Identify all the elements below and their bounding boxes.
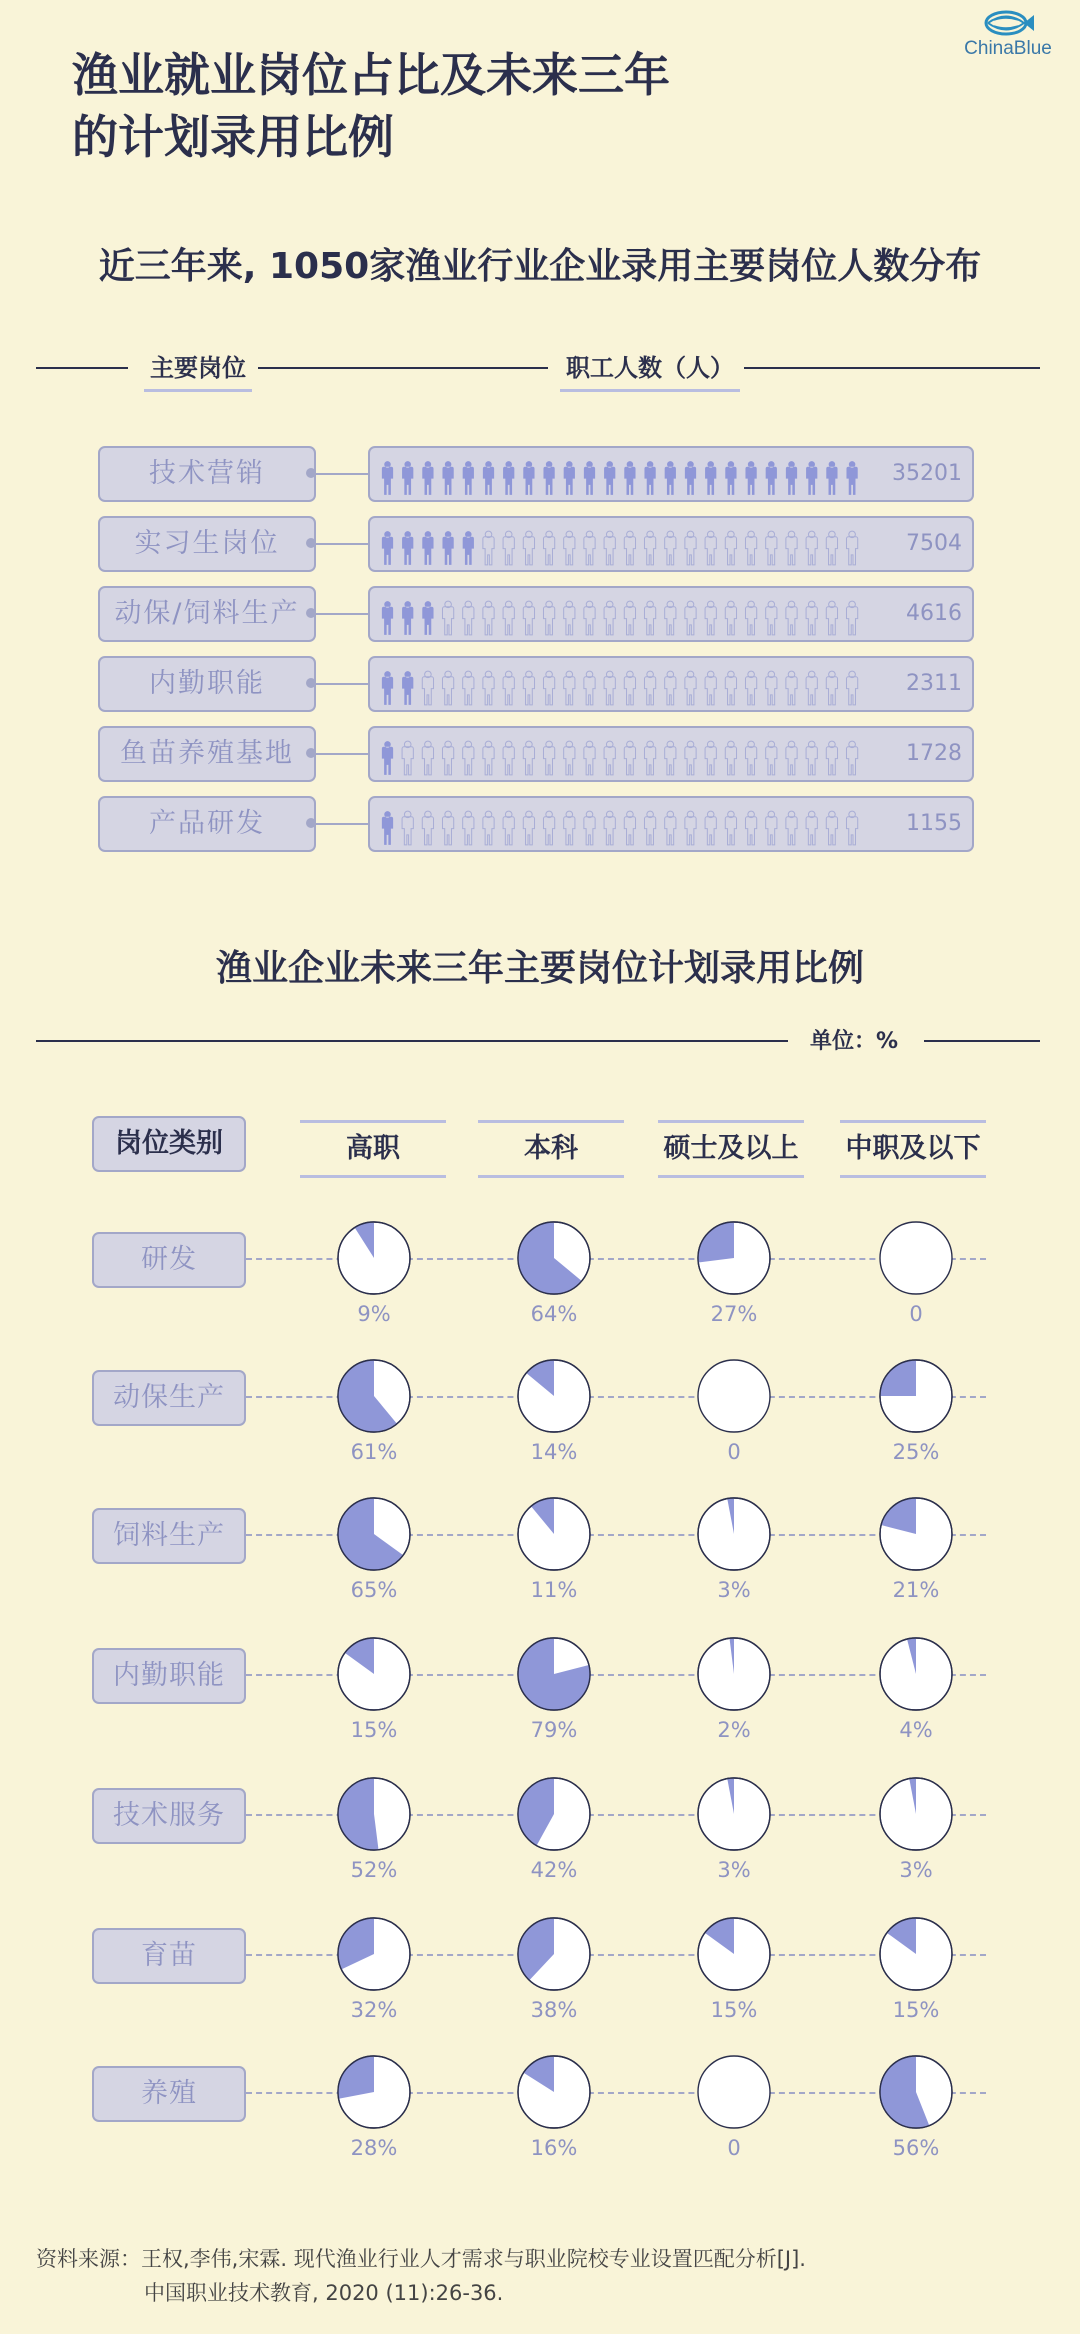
person-icon-empty [745,671,756,705]
person-icon-empty [624,671,635,705]
pie-row-category: 技术服务 [92,1788,246,1844]
people-icons [378,802,878,848]
pie-chart [878,1496,954,1572]
person-icon-empty [786,671,797,705]
person-icon-empty [402,811,413,845]
person-icon-empty [665,531,676,565]
person-icon-filled [503,461,514,495]
person-icon-empty [543,671,554,705]
person-icon-empty [685,601,696,635]
person-icon-empty [846,531,857,565]
bar-category-label: 鱼苗养殖基地 [98,726,316,782]
person-icon-filled [382,461,393,495]
person-icon-empty [584,811,595,845]
pie-value-label: 16% [530,2136,578,2160]
person-icon-filled [543,461,554,495]
pie-background [698,2056,770,2128]
person-icon-empty [624,531,635,565]
person-icon-empty [604,741,615,775]
pie-value-label: 32% [350,1998,398,2022]
person-icon-empty [685,811,696,845]
bar-value-label: 1728 [906,741,962,766]
pie-chart [336,1776,412,1852]
col-header-master-plus: 硕士及以上 [658,1120,804,1178]
person-icon-empty [745,741,756,775]
person-icon-filled [725,461,736,495]
person-icon-empty [523,741,534,775]
person-icon-empty [846,741,857,775]
pie-chart [696,1636,772,1712]
logo-text: ChinaBlue [964,38,1052,59]
pie-chart [516,2054,592,2130]
person-icon-filled [584,461,595,495]
person-icon-empty [463,741,474,775]
pie-slice [698,1222,734,1263]
pie-value-label: 25% [892,1440,940,1464]
person-icon-filled [422,601,433,635]
person-icon-empty [846,671,857,705]
people-icons [378,662,878,708]
pie-value-label: 42% [530,1858,578,1882]
col-header-vocational-college: 高职 [300,1120,446,1178]
pie-chart [516,1220,592,1296]
pie-chart [516,1776,592,1852]
pictogram-bar [368,516,974,572]
person-icon-empty [422,671,433,705]
person-icon-filled [442,461,453,495]
person-icon-empty [766,811,777,845]
person-icon-empty [442,741,453,775]
person-icon-empty [745,531,756,565]
person-icon-empty [604,811,615,845]
pie-value-label: 52% [350,1858,398,1882]
people-icons [378,522,878,568]
person-icon-filled [463,461,474,495]
header-rule-left [36,367,128,369]
person-icon-empty [644,811,655,845]
person-icon-filled [402,601,413,635]
person-icon-filled [382,531,393,565]
bar-category-label: 动保/饲料生产 [98,586,316,642]
pie-value-label: 65% [350,1578,398,1602]
person-icon-empty [826,811,837,845]
person-icon-filled [382,601,393,635]
person-icon-empty [564,601,575,635]
pie-chart [878,1220,954,1296]
person-icon-filled [624,461,635,495]
pie-row-category: 饲料生产 [92,1508,246,1564]
title-line-1: 渔业就业岗位占比及未来三年 [72,48,670,102]
person-icon-empty [766,601,777,635]
pie-value-label: 4% [899,1718,933,1742]
person-icon-empty [644,531,655,565]
person-icon-empty [685,741,696,775]
pictogram-bar [368,656,974,712]
person-icon-filled [826,461,837,495]
connector-line [314,473,370,475]
pie-value-label: 61% [350,1440,398,1464]
pie-chart [878,1636,954,1712]
person-icon-empty [745,601,756,635]
person-icon-filled [402,531,413,565]
people-icons [378,732,878,778]
title-line-2: 的计划录用比例 [72,110,394,164]
person-icon-empty [442,811,453,845]
pie-slice [338,1778,378,1850]
person-icon-empty [725,811,736,845]
pie-value-label: 79% [530,1718,578,1742]
person-icon-filled [564,461,575,495]
person-icon-empty [624,811,635,845]
bar-value-label: 4616 [906,601,962,626]
pie-value-label: 9% [357,1302,391,1326]
bar-value-label: 35201 [892,461,962,486]
person-icon-empty [503,671,514,705]
person-icon-empty [766,671,777,705]
unit-label: 单位：% [810,1029,899,1054]
person-icon-empty [846,811,857,845]
fish-logo-icon [980,8,1036,38]
pie-chart [516,1636,592,1712]
people-icons [378,452,878,498]
pie-chart [696,1358,772,1434]
bar-category-label: 技术营销 [98,446,316,502]
person-icon-empty [422,741,433,775]
bar-category-label: 实习生岗位 [98,516,316,572]
person-icon-empty [786,601,797,635]
pie-value-label: 3% [899,1858,933,1882]
person-icon-empty [604,531,615,565]
person-icon-empty [806,741,817,775]
person-icon-empty [422,811,433,845]
person-icon-empty [806,811,817,845]
person-icon-empty [745,811,756,845]
pie-value-label: 27% [710,1302,758,1326]
col-header-bachelor: 本科 [478,1120,624,1178]
source-line-2: 中国职业技术教育, 2020 (11):26-36. [144,2281,504,2305]
person-icon-filled [766,461,777,495]
col-label-staff-count: 职工人数（人） [560,348,740,392]
chinablue-logo [964,8,1052,60]
bar-value-label: 1155 [906,811,962,836]
pie-row-category: 内勤职能 [92,1648,246,1704]
person-icon-empty [523,601,534,635]
col-label-position: 主要岗位 [144,348,252,392]
connector-line [314,823,370,825]
person-icon-empty [483,531,494,565]
person-icon-empty [503,741,514,775]
row-header-category: 岗位类别 [92,1116,246,1172]
connector-line [314,683,370,685]
pie-value-label: 56% [892,2136,940,2160]
pie-chart [516,1496,592,1572]
person-icon-empty [665,811,676,845]
person-icon-empty [806,601,817,635]
person-icon-empty [483,811,494,845]
person-icon-filled [382,811,393,845]
person-icon-filled [846,461,857,495]
pictogram-bar [368,446,974,502]
person-icon-filled [483,461,494,495]
pie-chart [336,1358,412,1434]
person-icon-empty [725,531,736,565]
pie-chart [336,2054,412,2130]
person-icon-empty [826,531,837,565]
person-icon-empty [644,601,655,635]
bar-category-label: 内勤职能 [98,656,316,712]
person-icon-filled [806,461,817,495]
person-icon-empty [503,811,514,845]
person-icon-empty [543,811,554,845]
pie-value-label: 21% [892,1578,940,1602]
pie-row-category: 动保生产 [92,1370,246,1426]
person-icon-empty [503,601,514,635]
unit-rule-left [36,1040,788,1042]
person-icon-empty [463,601,474,635]
page-title [72,44,670,168]
person-icon-empty [402,741,413,775]
person-icon-empty [442,601,453,635]
person-icon-empty [665,601,676,635]
person-icon-empty [624,741,635,775]
person-icon-filled [463,531,474,565]
person-icon-filled [705,461,716,495]
pie-chart [696,1776,772,1852]
bar-value-label: 2311 [906,671,962,696]
person-icon-filled [422,531,433,565]
pie-chart [336,1916,412,1992]
pie-chart [878,2054,954,2130]
col-header-secondary-below: 中职及以下 [840,1120,986,1178]
pie-value-label: 0 [727,2136,741,2160]
person-icon-empty [705,741,716,775]
person-icon-filled [665,461,676,495]
person-icon-empty [564,671,575,705]
person-icon-empty [644,671,655,705]
pie-value-label: 15% [892,1998,940,2022]
pie-value-label: 14% [530,1440,578,1464]
person-icon-empty [705,671,716,705]
section1-title: 近三年来, 1050家渔业行业企业录用主要岗位人数分布 [98,246,982,287]
pictogram-bar [368,586,974,642]
pie-value-label: 64% [530,1302,578,1326]
person-icon-empty [584,741,595,775]
pie-row-category: 育苗 [92,1928,246,1984]
section2-title: 渔业企业未来三年主要岗位计划录用比例 [215,948,864,989]
person-icon-empty [786,811,797,845]
pie-chart [696,1916,772,1992]
person-icon-empty [584,671,595,705]
pie-chart [878,1916,954,1992]
connector-line [314,613,370,615]
person-icon-empty [483,741,494,775]
pie-chart [696,1496,772,1572]
person-icon-empty [523,531,534,565]
pie-value-label: 0 [909,1302,923,1326]
person-icon-filled [745,461,756,495]
pie-value-label: 28% [350,2136,398,2160]
pie-background [880,1222,952,1294]
person-icon-filled [442,531,453,565]
person-icon-empty [523,811,534,845]
connector-line [314,753,370,755]
person-icon-filled [382,741,393,775]
people-icons [378,592,878,638]
pie-chart [516,1916,592,1992]
person-icon-filled [402,671,413,705]
person-icon-empty [503,531,514,565]
person-icon-empty [725,671,736,705]
pie-value-label: 0 [727,1440,741,1464]
person-icon-empty [786,531,797,565]
pie-slice [338,2056,374,2099]
person-icon-empty [766,531,777,565]
person-icon-empty [806,531,817,565]
pie-value-label: 3% [717,1858,751,1882]
person-icon-empty [705,601,716,635]
bar-category-label: 产品研发 [98,796,316,852]
person-icon-empty [483,671,494,705]
person-icon-empty [624,601,635,635]
pie-chart [336,1496,412,1572]
person-icon-empty [604,671,615,705]
person-icon-empty [564,811,575,845]
pie-value-label: 11% [530,1578,578,1602]
header-rule-right [744,367,1040,369]
person-icon-empty [543,741,554,775]
person-icon-empty [826,601,837,635]
person-icon-empty [786,741,797,775]
person-icon-empty [665,741,676,775]
pie-value-label: 15% [710,1998,758,2022]
person-icon-empty [564,741,575,775]
person-icon-empty [584,531,595,565]
pie-background [698,1360,770,1432]
person-icon-filled [644,461,655,495]
person-icon-empty [483,601,494,635]
person-icon-empty [564,531,575,565]
person-icon-empty [826,741,837,775]
pie-chart [516,1358,592,1434]
pie-value-label: 3% [717,1578,751,1602]
source-line-1: 资料来源：王权,李伟,宋霖. 现代渔业行业人才需求与职业院校专业设置匹配分析[J]. [36,2247,806,2271]
person-icon-empty [685,531,696,565]
pie-value-label: 2% [717,1718,751,1742]
person-icon-filled [422,461,433,495]
pictogram-bar [368,726,974,782]
person-icon-empty [644,741,655,775]
person-icon-filled [685,461,696,495]
person-icon-empty [584,601,595,635]
pie-chart [336,1220,412,1296]
bar-value-label: 7504 [906,531,962,556]
person-icon-empty [665,671,676,705]
pie-row-category: 研发 [92,1232,246,1288]
source-citation [36,2242,806,2310]
person-icon-empty [543,531,554,565]
pie-value-label: 38% [530,1998,578,2022]
pie-value-label: 15% [350,1718,398,1742]
person-icon-filled [604,461,615,495]
pie-chart [336,1636,412,1712]
person-icon-empty [604,601,615,635]
pie-chart [878,1776,954,1852]
person-icon-empty [725,601,736,635]
unit-rule-right [924,1040,1040,1042]
person-icon-empty [442,671,453,705]
person-icon-empty [826,671,837,705]
pie-chart [696,2054,772,2130]
person-icon-empty [766,741,777,775]
person-icon-filled [402,461,413,495]
pie-chart [696,1220,772,1296]
pie-chart [878,1358,954,1434]
person-icon-empty [806,671,817,705]
person-icon-filled [786,461,797,495]
person-icon-empty [846,601,857,635]
person-icon-empty [543,601,554,635]
person-icon-empty [725,741,736,775]
connector-line [314,543,370,545]
person-icon-empty [705,531,716,565]
person-icon-empty [685,671,696,705]
pictogram-bar [368,796,974,852]
person-icon-empty [463,671,474,705]
person-icon-empty [523,671,534,705]
person-icon-filled [523,461,534,495]
person-icon-empty [705,811,716,845]
header-rule-mid [258,367,548,369]
person-icon-empty [463,811,474,845]
pie-row-category: 养殖 [92,2066,246,2122]
person-icon-filled [382,671,393,705]
